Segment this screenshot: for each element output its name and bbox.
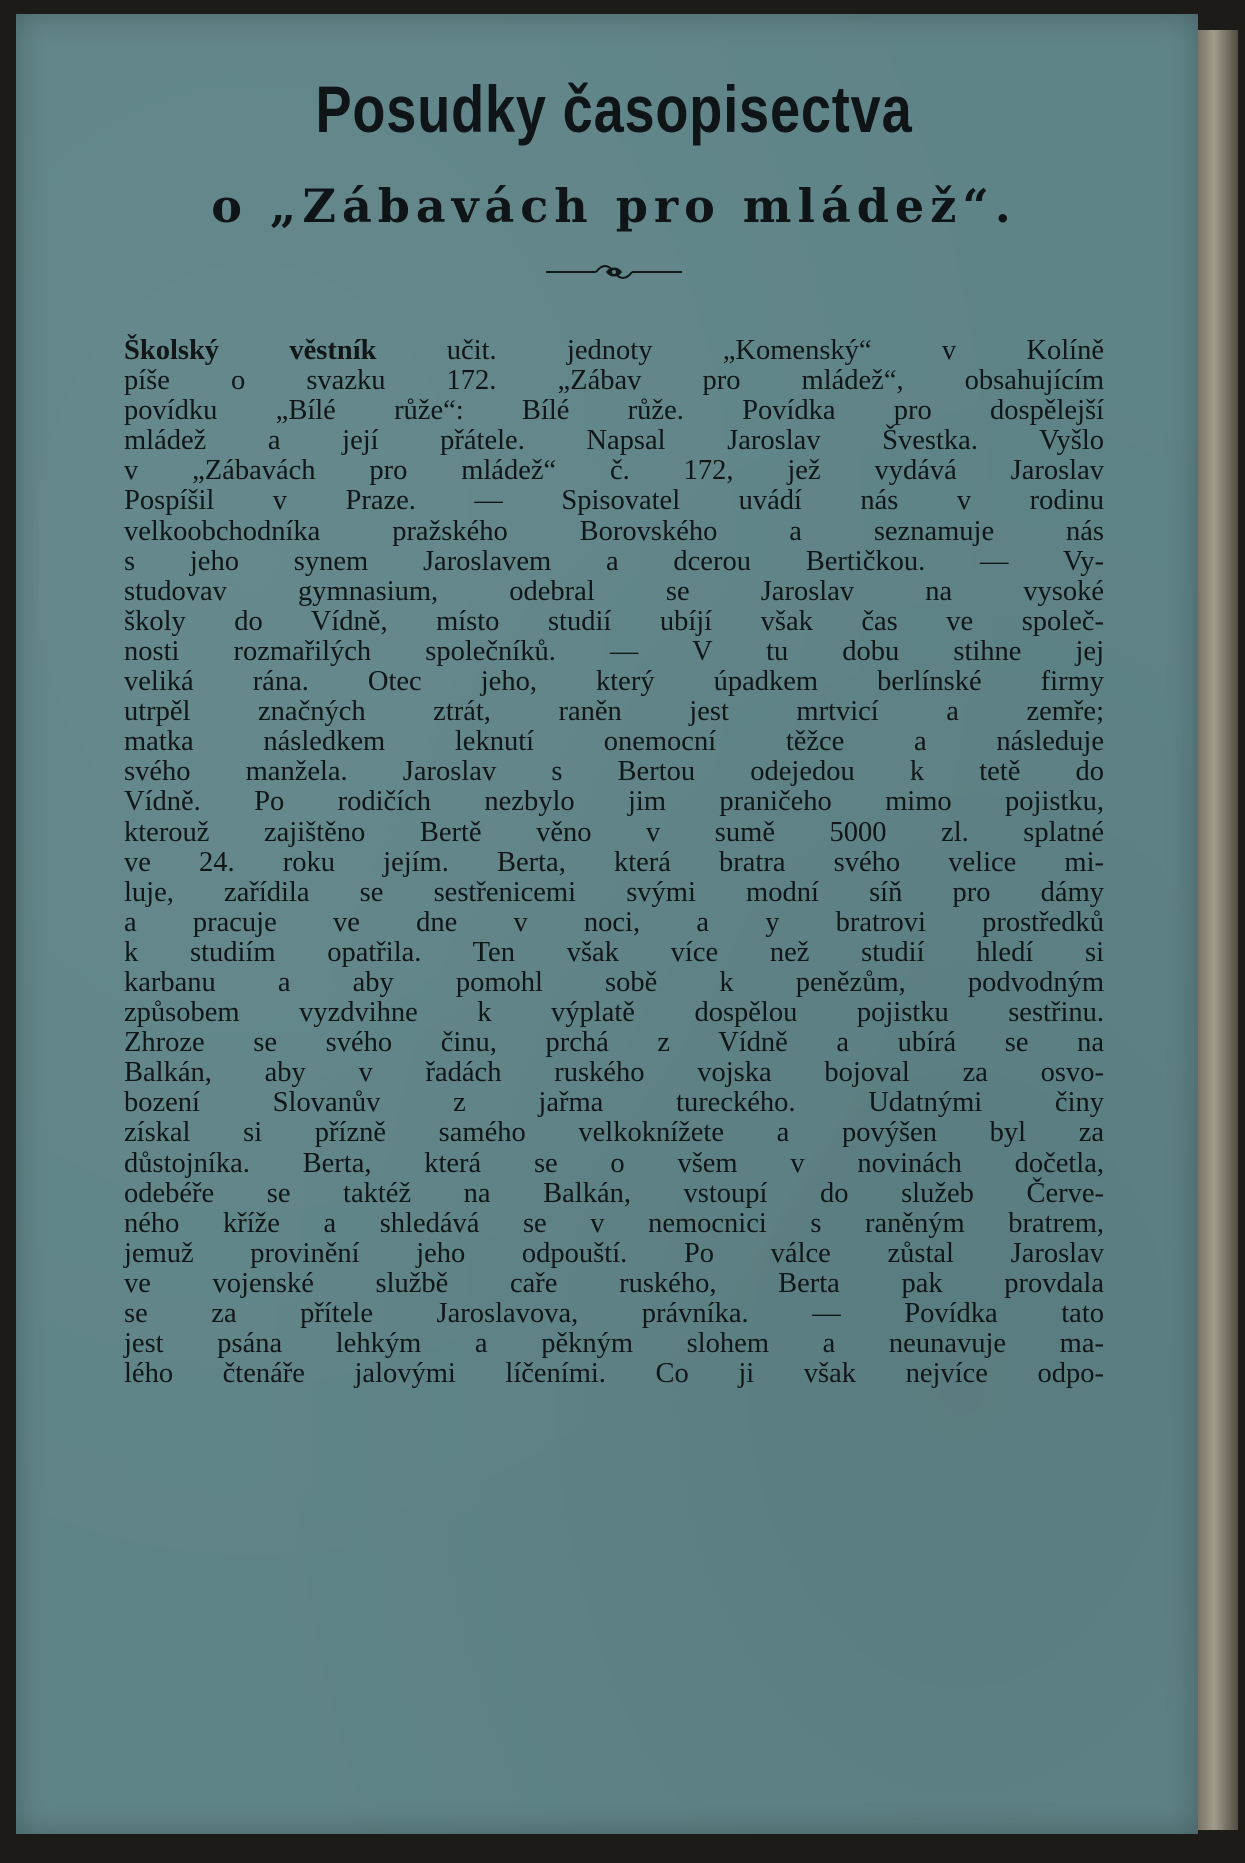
text-line: karbanu a aby pomohl sobě k penězům, podvodným	[124, 966, 1104, 998]
text-line: s jeho synem Jaroslavem a dcerou Bertičkou. — Vy-	[124, 545, 1104, 577]
page-content	[124, 54, 1104, 1389]
text-line: nosti rozmařilých společníků. — V tu dobu stihne jej	[124, 635, 1104, 667]
text-line: jest psána lehkým a pěkným slohem a neunavuje ma-	[124, 1328, 1104, 1360]
text-line: školy do Vídně, místo studií ubíjí však čas ve společ-	[124, 605, 1104, 637]
text-line: matka následkem leknutí onemocní těžce a následuje	[124, 726, 1104, 758]
text-line: k studiím opatřila. Ten však více než studií hledí si	[124, 936, 1104, 968]
text-line: se za přítele Jaroslavova, právníka. — Povídka tato	[124, 1298, 1104, 1329]
text-line: píše o svazku 172. „Zábav pro mládež“, obsahujícím	[124, 365, 1104, 397]
text-line: Balkán, aby v řadách ruského vojska bojoval za osvo-	[124, 1057, 1104, 1089]
text-line: důstojníka. Berta, která se o všem v novinách dočetla,	[124, 1147, 1104, 1179]
text-line: lého čtenáře jalovými líčeními. Co ji však nejvíce odpo-	[124, 1358, 1104, 1390]
text-line: odebéře se taktéž na Balkán, vstoupí do služeb Červe-	[124, 1177, 1104, 1209]
page-edge	[1198, 30, 1238, 1830]
text-line: ve 24. roku jejím. Berta, která bratra svého velice mi-	[124, 846, 1104, 878]
text-line: Vídně. Po rodičích nezbylo jim praničeho mimo pojistku,	[124, 786, 1104, 818]
text-line: bození Slovanův z jařma tureckého. Udatnými činy	[124, 1087, 1104, 1119]
text-line: a pracuje ve dne v noci, a y bratrovi prostředků	[124, 906, 1104, 938]
text-line: svého manžela. Jaroslav s Bertou odejedou k tetě do	[124, 756, 1104, 788]
page-subtitle: o „Zábavách pro mládež“.	[211, 179, 1017, 233]
text-line: utrpěl značných ztrát, raněn jest mrtvicí a zemře;	[124, 696, 1104, 728]
text-line: Zhroze se svého činu, prchá z Vídně a ubírá se na	[124, 1027, 1104, 1059]
text-line-rest: učit. jednoty „Komenský“ v Kolíně	[446, 335, 1104, 366]
text-line: získal si přízně samého velkoknížete a povýšen byl za	[124, 1117, 1104, 1149]
text-line: jemuž provinění jeho odpouští. Po válce zůstal Jaroslav	[124, 1237, 1104, 1269]
book-page	[16, 14, 1198, 1834]
divider-ornament	[124, 260, 1104, 290]
text-line: mládež a její přátele. Napsal Jaroslav Švestka. Vyšlo	[124, 425, 1104, 457]
text-line: velkoobchodníka pražského Borovského a seznamuje nás	[124, 515, 1104, 547]
text-line: ve vojenské službě caře ruského, Berta pak provdala	[124, 1267, 1104, 1299]
text-line: povídku „Bílé růže“: Bílé růže. Povídka pro dospělejší	[124, 395, 1104, 427]
page-title: Posudky časopisectva	[315, 72, 913, 146]
text-line: luje, zařídila se sestřenicemi svými modní síň pro dámy	[124, 876, 1104, 908]
text-line: v „Zábavách pro mládež“ č. 172, jež vydává Jaroslav	[124, 455, 1104, 487]
text-line: veliká rána. Otec jeho, který úpadkem berlínské firmy	[124, 666, 1104, 698]
flourish-icon	[544, 260, 684, 284]
text-line: ného kříže a shledává se v nemocnici s raněným bratrem,	[124, 1207, 1104, 1239]
text-line	[124, 336, 1104, 366]
text-line: způsobem vyzdvihne k výplatě dospělou pojistku sestřinu.	[124, 997, 1104, 1029]
article-body	[124, 336, 1104, 1389]
text-line: kterouž zajištěno Bertě věno v sumě 5000 zl. splatné	[124, 816, 1104, 848]
source-name: Školský věstník	[124, 335, 377, 366]
text-line: studovav gymnasium, odebral se Jaroslav na vysoké	[124, 575, 1104, 607]
text-line: Pospíšil v Praze. — Spisovatel uvádí nás v rodinu	[124, 485, 1104, 517]
